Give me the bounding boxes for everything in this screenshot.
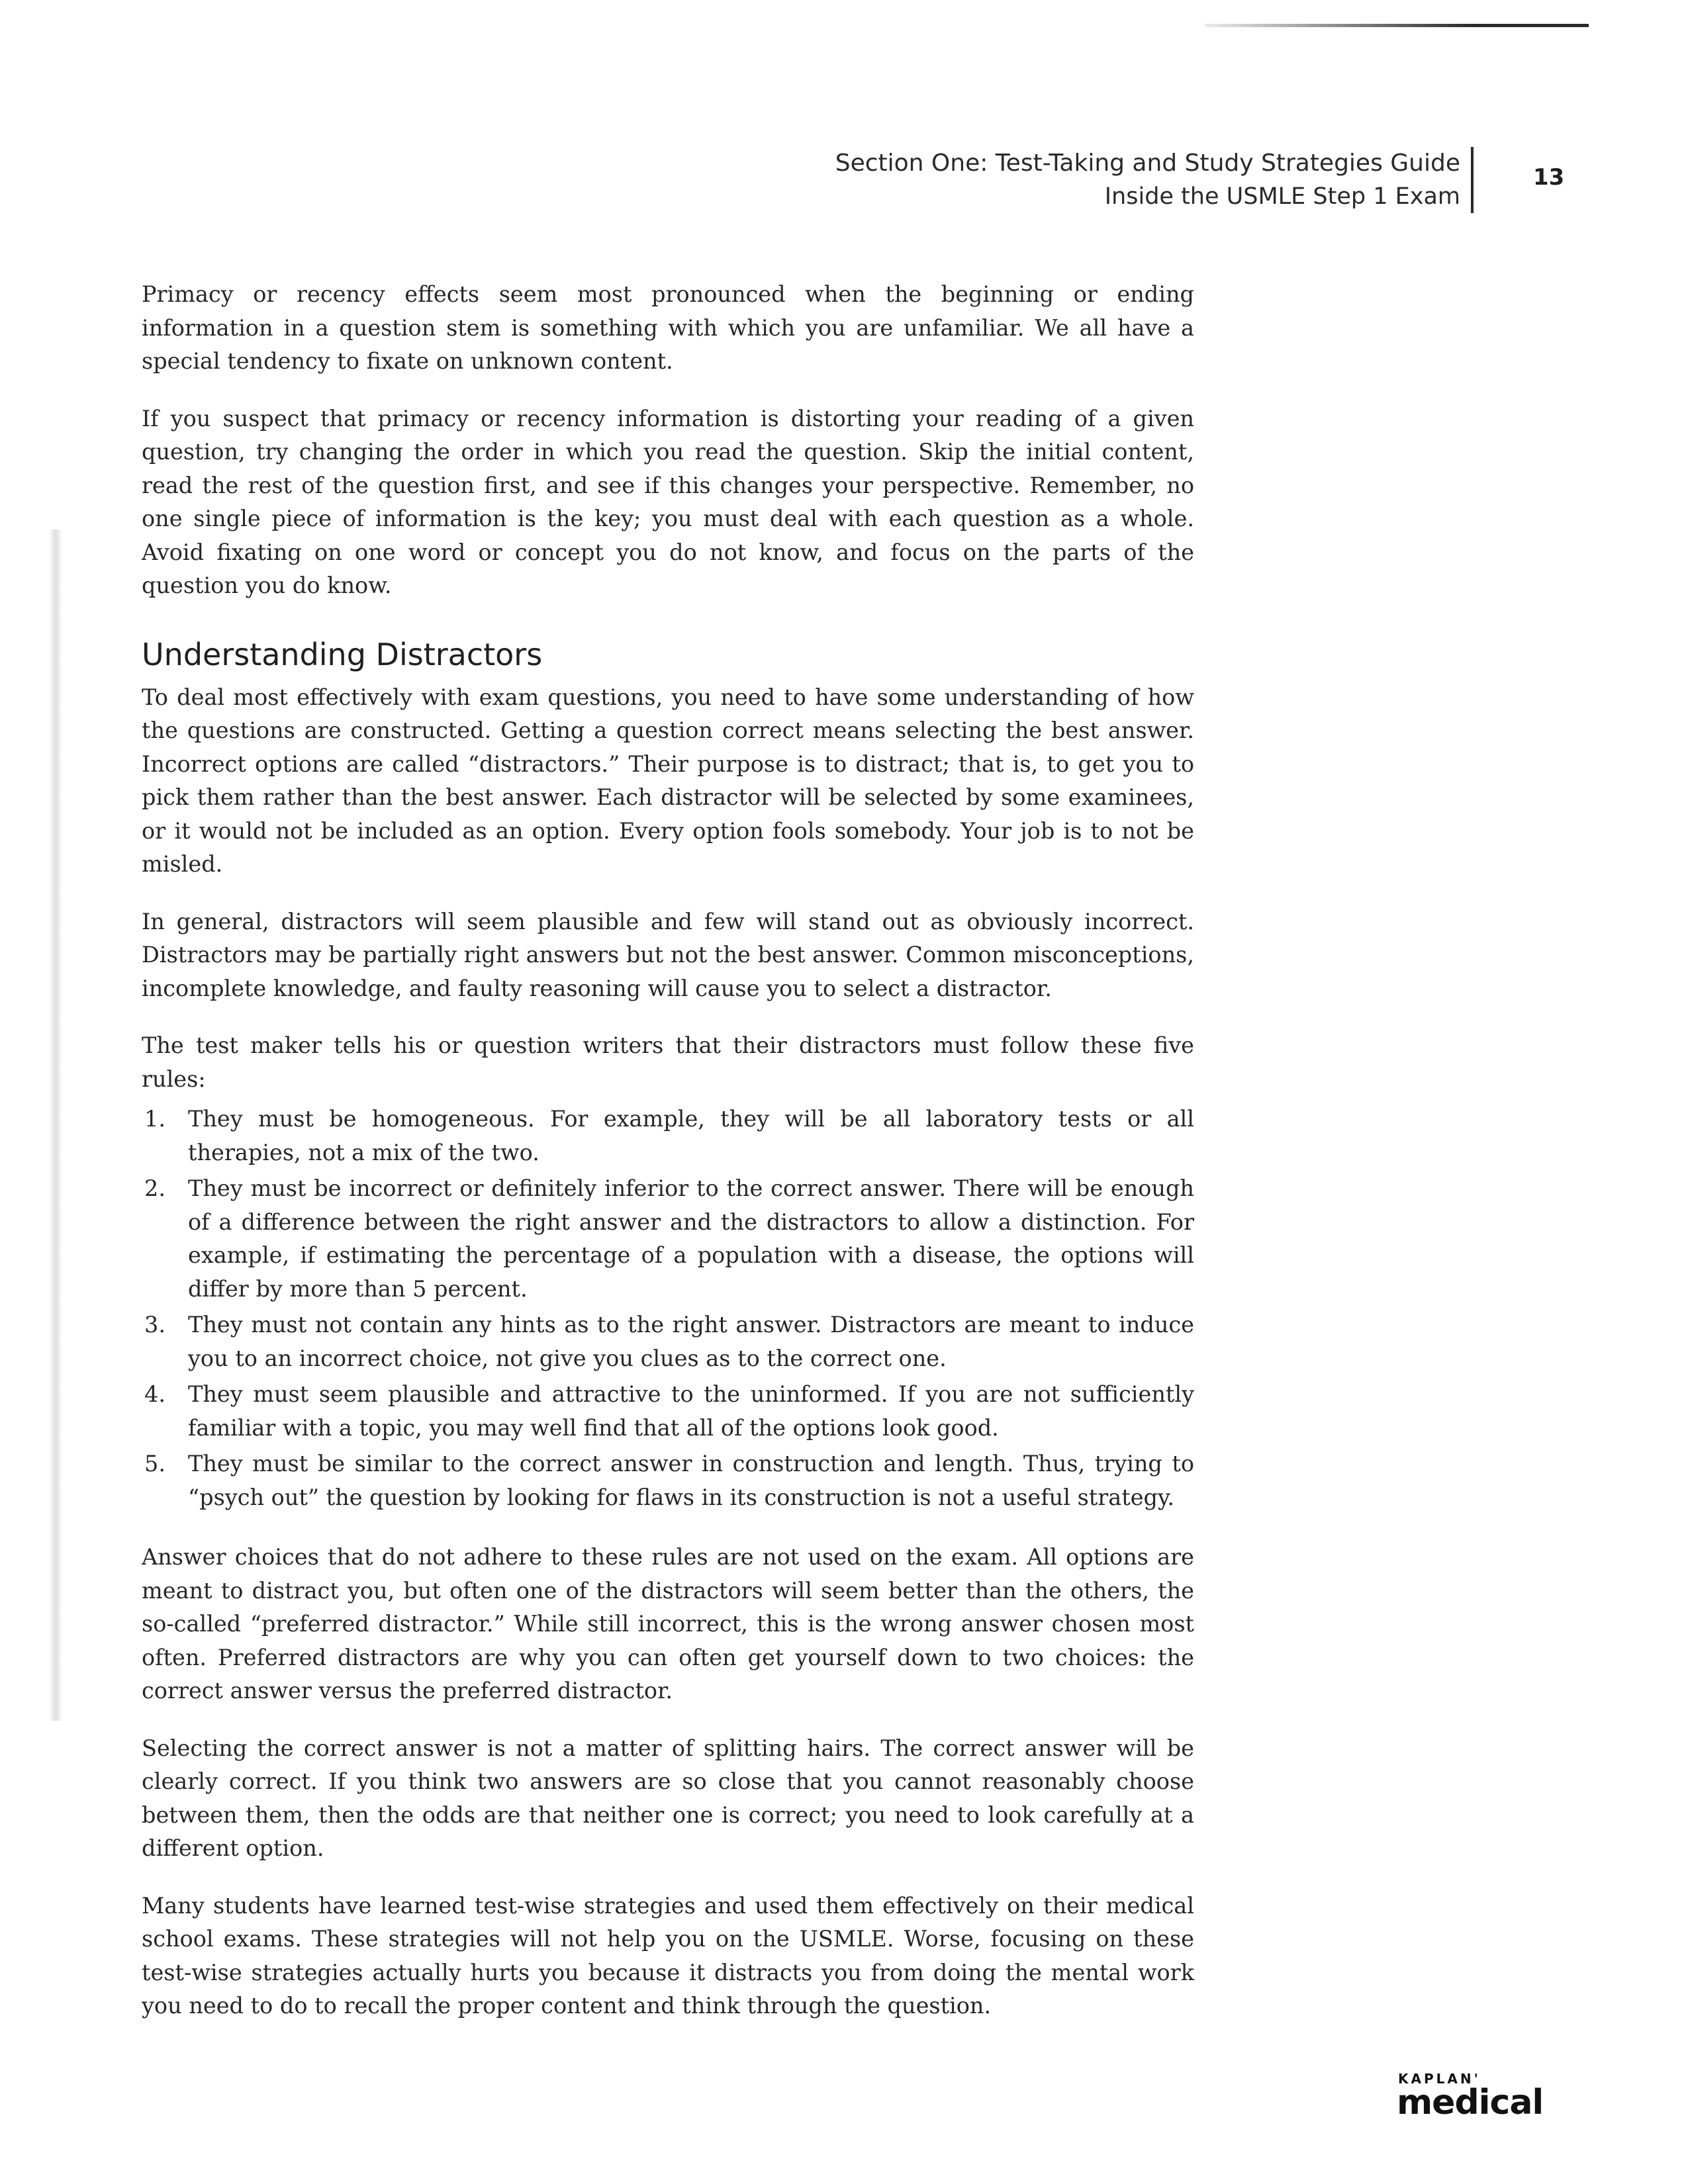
list-item bbox=[142, 1378, 1194, 1445]
top-rule bbox=[1205, 24, 1589, 27]
list-item bbox=[142, 1103, 1194, 1169]
section-heading: Understanding Distractors bbox=[142, 636, 543, 672]
scan-edge-shadow bbox=[49, 529, 62, 1721]
paragraph-clearly-correct: Selecting the correct answer is not a matter of splitting hairs. The correct answer will be clearly correct. If you think two answers are so close that you cannot reasonably choose between them, then the odds are that neither one is correct; you need to look carefully at a different option. bbox=[142, 1735, 1194, 1861]
paragraph-preferred-distractor: Answer choices that do not adhere to these rules are not used on the exam. All options are meant to distract you, but often one of the distractors will seem better than the others, the so-called “preferred distractor.” While still incorrect, this is the wrong answer chosen most often. Preferred distractors are why you can often get yourself down to two choices: the correct answer versus the preferred distractor. bbox=[142, 1544, 1194, 1704]
paragraph-test-wise: Many students have learned test-wise strategies and used them effectively on their medical school exams. These strategies will not help you on the USMLE. Worse, focusing on these test-wise strategies actually hurts you because it distracts you from doing the mental work you need to do to recall the proper content and think through the question. bbox=[142, 1892, 1194, 2019]
logo-kaplan-text: KAPLAN' bbox=[1398, 2071, 1481, 2087]
rules-list bbox=[142, 1103, 1194, 1514]
running-header bbox=[835, 147, 1474, 213]
logo-medical-text: medical bbox=[1397, 2083, 1544, 2122]
main-text bbox=[142, 278, 1194, 2047]
kaplan-medical-logo bbox=[1397, 2071, 1562, 2122]
paragraph-distractors-general: In general, distractors will seem plausible and few will stand out as obviously incorrect. Distractors may be partially right answers but not the best answer. Common misconceptions, incomplete knowledge, and faulty reasoning will cause you to select a distractor. bbox=[142, 908, 1194, 1001]
paragraph-distractors-intro: To deal most effectively with exam questions, you need to have some understanding of how the questions are constructed. Getting a question correct means selecting the best answer. Incorrect options are called “distractors.” Their purpose is to distract; that is, to get you to pick them rather than the best answer. Each distractor will be selected by some examinees, or it would not be included as an option. Every option fools somebody. Your job is to not be misled. bbox=[142, 684, 1194, 877]
page-number: 13 bbox=[1533, 164, 1565, 191]
list-number: 3. bbox=[144, 1312, 165, 1338]
list-number: 5. bbox=[144, 1451, 165, 1477]
paragraph-primacy: Primacy or recency effects seem most pronounced when the beginning or ending information in a question stem is something with which you are unfamiliar. We all have a special tendency to fixate on unknown content. bbox=[142, 281, 1194, 374]
paragraph-reorder: If you suspect that primacy or recency information is distorting your reading of a given question, try changing the order in which you read the question. Skip the initial content, read the rest of the question first, and see if this changes your perspective. Remember, no one single piece of information is the key; you must deal with each question as a whole. Avoid fixating on one word or concept you do not know, and focus on the parts of the question you do know. bbox=[142, 405, 1194, 598]
chapter-subtitle: Inside the USMLE Step 1 Exam bbox=[1104, 183, 1460, 210]
list-text: They must seem plausible and attractive to the uninformed. If you are not sufficiently familiar with a topic, you may well find that all of the options look good. bbox=[188, 1381, 1194, 1441]
rules-intro: The test maker tells his or question writers that their distractors must follow these five rules: bbox=[142, 1032, 1194, 1092]
list-number: 2. bbox=[144, 1175, 165, 1201]
list-item bbox=[142, 1447, 1194, 1514]
section-title: Section One: Test-Taking and Study Strategies Guide bbox=[835, 150, 1460, 177]
list-item bbox=[142, 1308, 1194, 1375]
list-number: 1. bbox=[144, 1106, 165, 1132]
list-text: They must not contain any hints as to the right answer. Distractors are meant to induce you to an incorrect choice, not give you clues as to the correct one. bbox=[188, 1312, 1194, 1371]
list-text: They must be incorrect or definitely inferior to the correct answer. There will be enough of a difference between the right answer and the distractors to allow a distinction. For example, if estimating the percentage of a population with a disease, the options will differ by more than 5 percent. bbox=[188, 1175, 1194, 1302]
list-number: 4. bbox=[144, 1381, 165, 1407]
list-item bbox=[142, 1172, 1194, 1306]
list-text: They must be homogeneous. For example, they will be all laboratory tests or all therapies, not a mix of the two. bbox=[188, 1106, 1194, 1165]
list-text: They must be similar to the correct answer in construction and length. Thus, trying to “psych out” the question by looking for flaws in its construction is not a useful strategy. bbox=[188, 1451, 1194, 1510]
